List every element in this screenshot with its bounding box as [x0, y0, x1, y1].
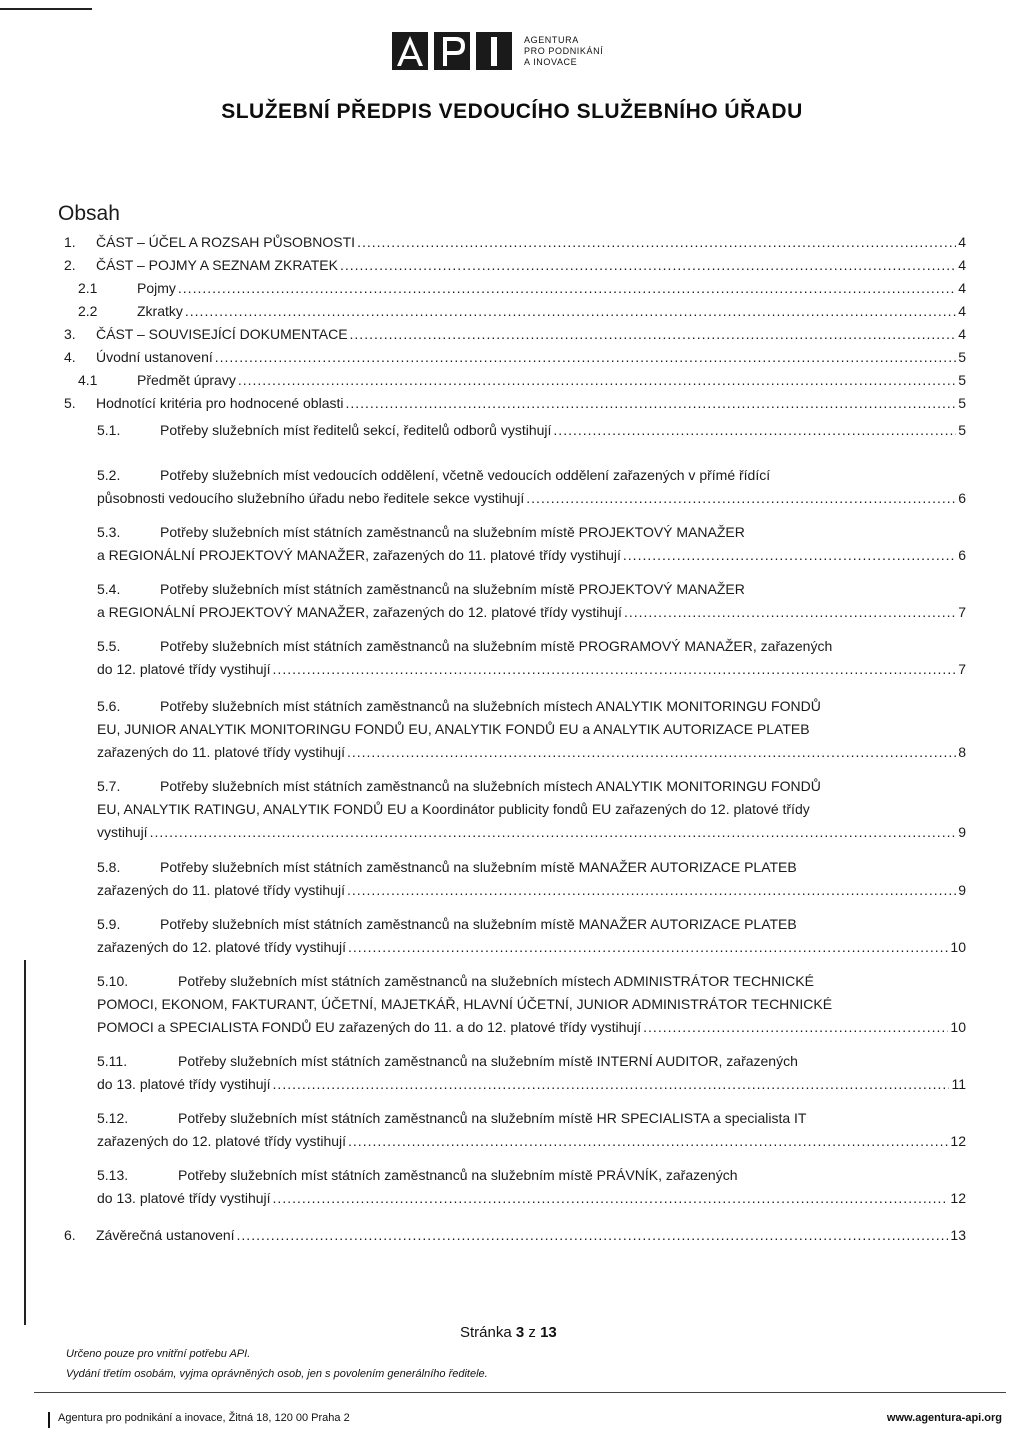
toc-entry-number: 5.11. — [97, 1053, 128, 1069]
toc-entry-number: 5.10. — [97, 973, 129, 989]
toc-entry-page: 5 — [958, 372, 966, 388]
toc-entry-text: Potřeby služebních míst státních zaměstnanců na služebním místě MANAŽER AUTORIZACE PLATEB — [160, 916, 797, 932]
toc-dot-leader — [345, 392, 956, 415]
toc-dot-leader — [526, 487, 956, 510]
toc-entry-text: Potřeby služebních míst státních zaměstnanců na služebním místě PROJEKTOVÝ MANAŽER — [160, 524, 745, 540]
toc-entry-page: 9 — [958, 882, 966, 898]
logo-text-line: AGENTURA — [524, 34, 579, 45]
document-title: SLUŽEBNÍ PŘEDPIS VEDOUCÍHO SLUŽEBNÍHO ÚŘADU — [221, 100, 803, 123]
toc-entry-number: 5.8. — [97, 859, 121, 875]
toc-entry-page: 4 — [958, 257, 966, 273]
toc-entry-text: Potřeby služebních míst státních zaměstnanců na služebním místě PROJEKTOVÝ MANAŽER — [160, 581, 745, 597]
toc-dot-leader — [340, 254, 956, 277]
toc-entry-text: a REGIONÁLNÍ PROJEKTOVÝ MANAŽER, zařazených do 11. platové třídy vystihují — [97, 547, 621, 563]
toc-entry-page: 10 — [950, 1019, 966, 1035]
toc-entry-text: POMOCI a SPECIALISTA FONDŮ EU zařazených do 11. a do 12. platové třídy vystihují — [97, 1019, 642, 1035]
toc-entry-page: 4 — [958, 280, 966, 296]
toc-entry-text: POMOCI, EKONOM, FAKTURANT, ÚČETNÍ, MAJETKÁŘ, HLAVNÍ ÚČETNÍ, JUNIOR ADMINISTRÁTOR TECHNICKÉ — [97, 996, 833, 1012]
toc-entry-number: 5.2. — [97, 467, 121, 483]
toc-entry-text: do 13. platové třídy vystihují — [97, 1076, 271, 1092]
toc-entry-text: vystihují — [97, 824, 148, 840]
toc-entry-page: 12 — [950, 1133, 966, 1149]
toc-dot-leader — [273, 658, 957, 681]
toc-entry-text: působnosti vedoucího služebního úřadu nebo ředitele sekce vystihují — [97, 490, 525, 506]
toc-entry-number: 4.1 — [78, 372, 98, 388]
footer-rule — [34, 1392, 1006, 1393]
toc-entry-text: Potřeby služebních míst státních zaměstnanců na služebním místě INTERNÍ AUDITOR, zařazených — [178, 1053, 798, 1069]
toc-entry-page: 13 — [950, 1227, 966, 1243]
page-number-separator: z — [524, 1324, 541, 1341]
toc-entry-number: 2.1 — [78, 280, 98, 296]
toc-entry-page: 4 — [958, 303, 966, 319]
toc-entry-text: ČÁST – SOUVISEJÍCÍ DOKUMENTACE — [96, 326, 348, 342]
logo-text-line: A INOVACE — [524, 56, 578, 67]
toc-entry-text: Pojmy — [137, 280, 176, 296]
toc-dot-leader — [150, 821, 957, 844]
page-number — [460, 1324, 557, 1341]
toc-entry-number: 5.1. — [97, 422, 121, 438]
toc-entry-text: Potřeby služebních míst státních zaměstnanců na služebním místě PRÁVNÍK, zařazených — [178, 1167, 738, 1183]
toc-dot-leader — [238, 369, 956, 392]
toc-dot-leader — [215, 346, 956, 369]
toc-entry-page: 8 — [958, 744, 966, 760]
footer-bar — [48, 1412, 50, 1428]
toc-heading: Obsah — [58, 202, 120, 225]
margin-bar — [24, 960, 26, 1325]
toc-entry-number: 5.7. — [97, 778, 121, 794]
toc-entry-text: do 13. platové třídy vystihují — [97, 1190, 271, 1206]
toc-dot-leader — [350, 323, 957, 346]
toc-entry-number: 5.6. — [97, 698, 121, 714]
toc-dot-leader — [348, 1130, 948, 1153]
toc-entry-text: Předmět úpravy — [137, 372, 236, 388]
distribution-notice: Vydání třetím osobám, vyjma oprávněných osob, jen s povolením generálního ředitele. — [66, 1368, 488, 1380]
toc-dot-leader — [347, 879, 956, 902]
toc-entry-text: Potřeby služebních míst státních zaměstnanců na služebních místech ANALYTIK MONITORINGU FONDŮ — [160, 698, 821, 714]
toc-entry-text: Závěrečná ustanovení — [96, 1227, 235, 1243]
toc-entry-text: zařazených do 12. platové třídy vystihují — [97, 1133, 347, 1149]
toc-entry-number: 5.9. — [97, 916, 121, 932]
page-number-current: 3 — [515, 1324, 525, 1341]
toc-dot-leader — [273, 1187, 949, 1210]
toc-entry-page: 4 — [958, 326, 966, 342]
toc-entry-page: 7 — [958, 604, 966, 620]
toc-dot-leader — [178, 277, 956, 300]
toc-entry-text: zařazených do 11. platové třídy vystihují — [97, 882, 345, 898]
toc-entry-page: 7 — [958, 661, 966, 677]
toc-entry-text: Potřeby služebních míst státních zaměstnanců na služebním místě HR SPECIALISTA a specialista IT — [178, 1110, 807, 1126]
toc-entry-text: Potřeby služebních míst státních zaměstnanců na služebních místech ANALYTIK MONITORINGU FONDŮ — [160, 778, 821, 794]
toc-entry-number: 5. — [64, 395, 76, 411]
page-number-total: 13 — [540, 1324, 557, 1341]
footer-address: Agentura pro podnikání a inovace, Žitná 18, 120 00 Praha 2 — [58, 1412, 350, 1424]
toc-entry-number: 2.2 — [78, 303, 98, 319]
toc-entry-text: Úvodní ustanovení — [96, 349, 213, 365]
toc-entry-text: Potřeby služebních míst státních zaměstnanců na služebních místech ADMINISTRÁTOR TECHNICKÉ — [178, 973, 814, 989]
toc-entry-text: Potřeby služebních míst vedoucích oddělení, včetně vedoucích oddělení zařazených v přímé řídící — [160, 467, 771, 483]
toc-entry-text: Potřeby služebních míst státních zaměstnanců na služebním místě MANAŽER AUTORIZACE PLATEB — [160, 859, 797, 875]
toc-entry-number: 5.5. — [97, 638, 121, 654]
page-number-prefix: Stránka — [460, 1324, 516, 1341]
toc-dot-leader — [357, 231, 956, 254]
toc-entry-number: 2. — [64, 257, 76, 273]
toc-dot-leader — [347, 741, 956, 764]
toc-dot-leader — [643, 1016, 948, 1039]
toc-entry-page: 6 — [958, 547, 966, 563]
toc-entry-number: 5.12. — [97, 1110, 129, 1126]
toc-dot-leader — [624, 601, 956, 624]
toc-entry-text: a REGIONÁLNÍ PROJEKTOVÝ MANAŽER, zařazených do 12. platové třídy vystihují — [97, 604, 622, 620]
toc-entry-text: EU, JUNIOR ANALYTIK MONITORINGU FONDŮ EU, ANALYTIK FONDŮ EU a ANALYTIK AUTORIZACE PLATEB — [97, 721, 810, 737]
toc-dot-leader — [185, 300, 956, 323]
internal-use-notice: Určeno pouze pro vnitřní potřebu API. — [66, 1348, 251, 1360]
toc-entry-page: 5 — [958, 395, 966, 411]
toc-entry-page: 11 — [951, 1076, 966, 1092]
toc-entry-number: 3. — [64, 326, 76, 342]
toc-entry-text: do 12. platové třídy vystihují — [97, 661, 271, 677]
toc-entry-text: ČÁST – POJMY A SEZNAM ZKRATEK — [96, 257, 338, 273]
toc-entry-number: 5.3. — [97, 524, 121, 540]
toc-dot-leader — [348, 936, 948, 959]
toc-entry-number: 5.4. — [97, 581, 121, 597]
toc-entry-page: 5 — [958, 349, 966, 365]
toc-entry-text: zařazených do 12. platové třídy vystihují — [97, 939, 347, 955]
toc-entry-page: 10 — [950, 939, 966, 955]
toc-dot-leader — [237, 1224, 949, 1247]
toc-dot-leader — [623, 544, 956, 567]
toc-entry-page: 6 — [958, 490, 966, 506]
toc-entry-text: EU, ANALYTIK RATINGU, ANALYTIK FONDŮ EU a Koordinátor publicity fondů EU zařazených do 12. platové třídy — [97, 801, 810, 817]
toc-entry-page: 9 — [958, 824, 966, 840]
toc-entry-page: 12 — [950, 1190, 966, 1206]
footer-website: www.agentura-api.org — [886, 1412, 1002, 1424]
toc-entry-number: 6. — [64, 1227, 76, 1243]
toc-entry-text: zařazených do 11. platové třídy vystihují — [97, 744, 345, 760]
toc-dot-leader — [273, 1073, 950, 1096]
toc-entry-text: Zkratky — [137, 303, 183, 319]
logo-text-line: PRO PODNIKÁNÍ — [524, 45, 604, 56]
toc-entry-text: Potřeby služebních míst státních zaměstnanců na služebním místě PROGRAMOVÝ MANAŽER, zařazených — [160, 638, 833, 654]
toc-entry-text: Hodnotící kritéria pro hodnocené oblasti — [96, 395, 344, 411]
toc-entry-text: ČÁST – ÚČEL A ROZSAH PŮSOBNOSTI — [96, 234, 356, 250]
toc-entry-number: 4. — [64, 349, 76, 365]
toc-entry-number: 5.13. — [97, 1167, 129, 1183]
toc-entry-page: 4 — [958, 234, 966, 250]
toc-entry-text: Potřeby služebních míst ředitelů sekcí, ředitelů odborů vystihují — [160, 422, 552, 438]
toc-entry-number: 1. — [64, 234, 76, 250]
toc-dot-leader — [553, 419, 956, 442]
toc-entry-page: 5 — [958, 422, 966, 438]
